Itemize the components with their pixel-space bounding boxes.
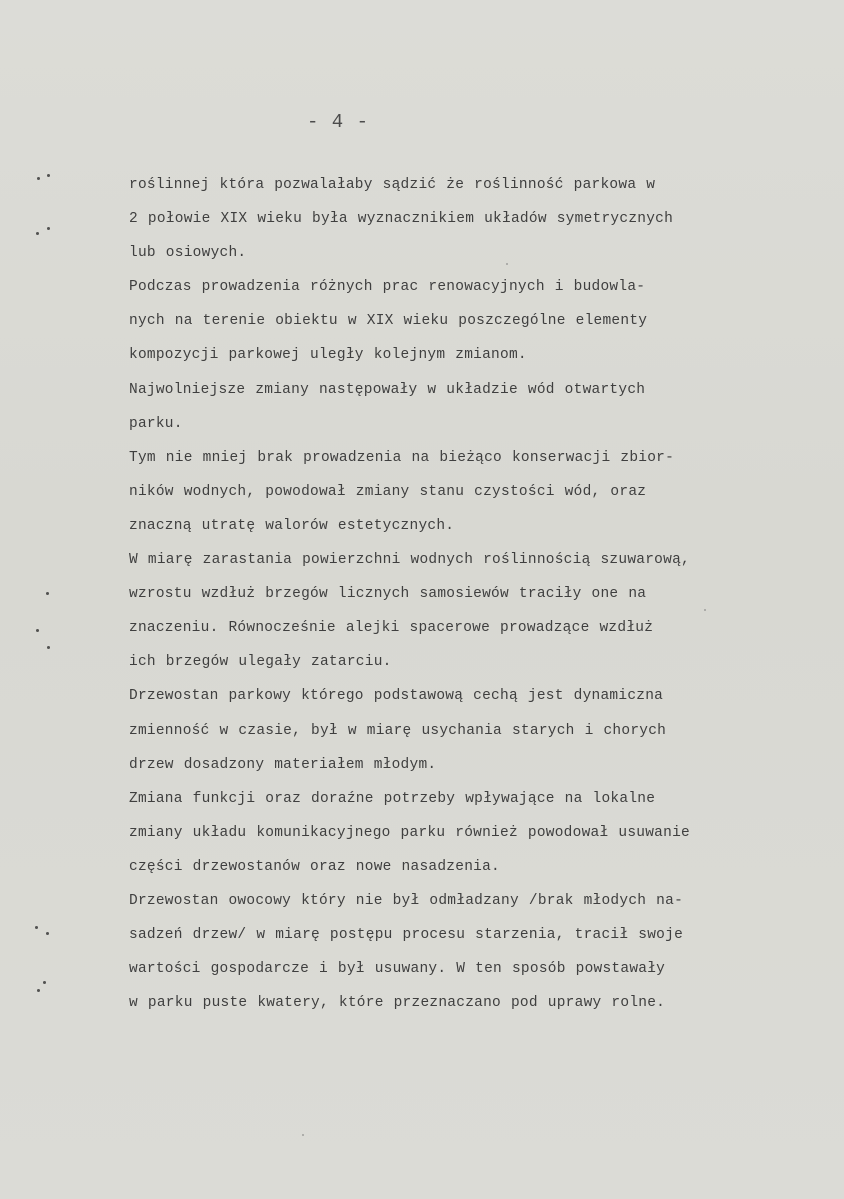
text-line: parku. <box>129 415 183 432</box>
margin-speck <box>47 227 50 230</box>
typewritten-text-block <box>129 171 829 1023</box>
scan-speck <box>302 1134 304 1136</box>
text-line: części drzewostanów oraz nowe nasadzenia. <box>129 858 501 875</box>
text-line: sadzeń drzew/ w miarę postępu procesu starzenia, tracił swoje <box>129 927 684 944</box>
margin-speck <box>47 646 50 649</box>
margin-speck <box>46 592 49 595</box>
margin-speck <box>47 174 50 177</box>
margin-speck <box>43 981 46 984</box>
text-line: w parku puste kwatery, które przeznaczano pod uprawy rolne. <box>129 995 666 1012</box>
text-line: 2 połowie XIX wieku była wyznacznikiem układów symetrycznych <box>129 211 674 228</box>
margin-speck <box>46 932 49 935</box>
margin-speck <box>36 232 39 235</box>
text-line: wzrostu wzdłuż brzegów licznych samosiewów traciły one na <box>129 586 647 603</box>
text-line: Najwolniejsze zmiany następowały w układzie wód otwartych <box>129 381 646 398</box>
text-line: lub osiowych. <box>129 245 247 262</box>
text-line: Drzewostan parkowy którego podstawową cechą jest dynamiczna <box>129 688 664 705</box>
text-line: W miarę zarastania powierzchni wodnych roślinnością szuwarową, <box>129 552 690 569</box>
text-line: ników wodnych, powodował zmiany stanu czystości wód, oraz <box>129 483 647 500</box>
text-line: roślinnej która pozwalałaby sądzić że roślinność parkowa w <box>129 177 656 193</box>
text-line: drzew dosadzony materiałem młodym. <box>129 756 437 773</box>
page-number: - 4 - <box>307 111 370 133</box>
text-line: wartości gospodarcze i był usuwany. W ten sposób powstawały <box>129 961 666 978</box>
text-line: zmienność w czasie, był w miarę usychania starych i chorych <box>129 722 667 739</box>
text-line: Tym nie mniej brak prowadzenia na bieżąco konserwacji zbior- <box>129 449 675 466</box>
text-line: Drzewostan owocowy który nie był odmładzany /brak młodych na- <box>129 892 684 909</box>
text-line: Zmiana funkcji oraz doraźne potrzeby wpływające na lokalne <box>129 790 656 807</box>
scan-speck <box>704 609 706 611</box>
margin-speck <box>37 177 40 180</box>
scan-speck <box>506 263 508 265</box>
text-line: znaczeniu. Równocześnie alejki spacerowe prowadzące wzdłuż <box>129 620 654 637</box>
margin-speck <box>35 926 38 929</box>
text-line: ich brzegów ulegały zatarciu. <box>129 654 392 671</box>
text-line: nych na terenie obiektu w XIX wieku poszczególne elementy <box>129 313 648 330</box>
text-line: zmiany układu komunikacyjnego parku również powodował usuwanie <box>129 824 690 841</box>
text-line: kompozycji parkowej uległy kolejnym zmianom. <box>129 347 527 364</box>
margin-speck <box>37 989 40 992</box>
text-line: Podczas prowadzenia różnych prac renowacyjnych i budowla- <box>129 279 646 296</box>
margin-speck <box>36 629 39 632</box>
text-line: znaczną utratę walorów estetycznych. <box>129 517 455 534</box>
